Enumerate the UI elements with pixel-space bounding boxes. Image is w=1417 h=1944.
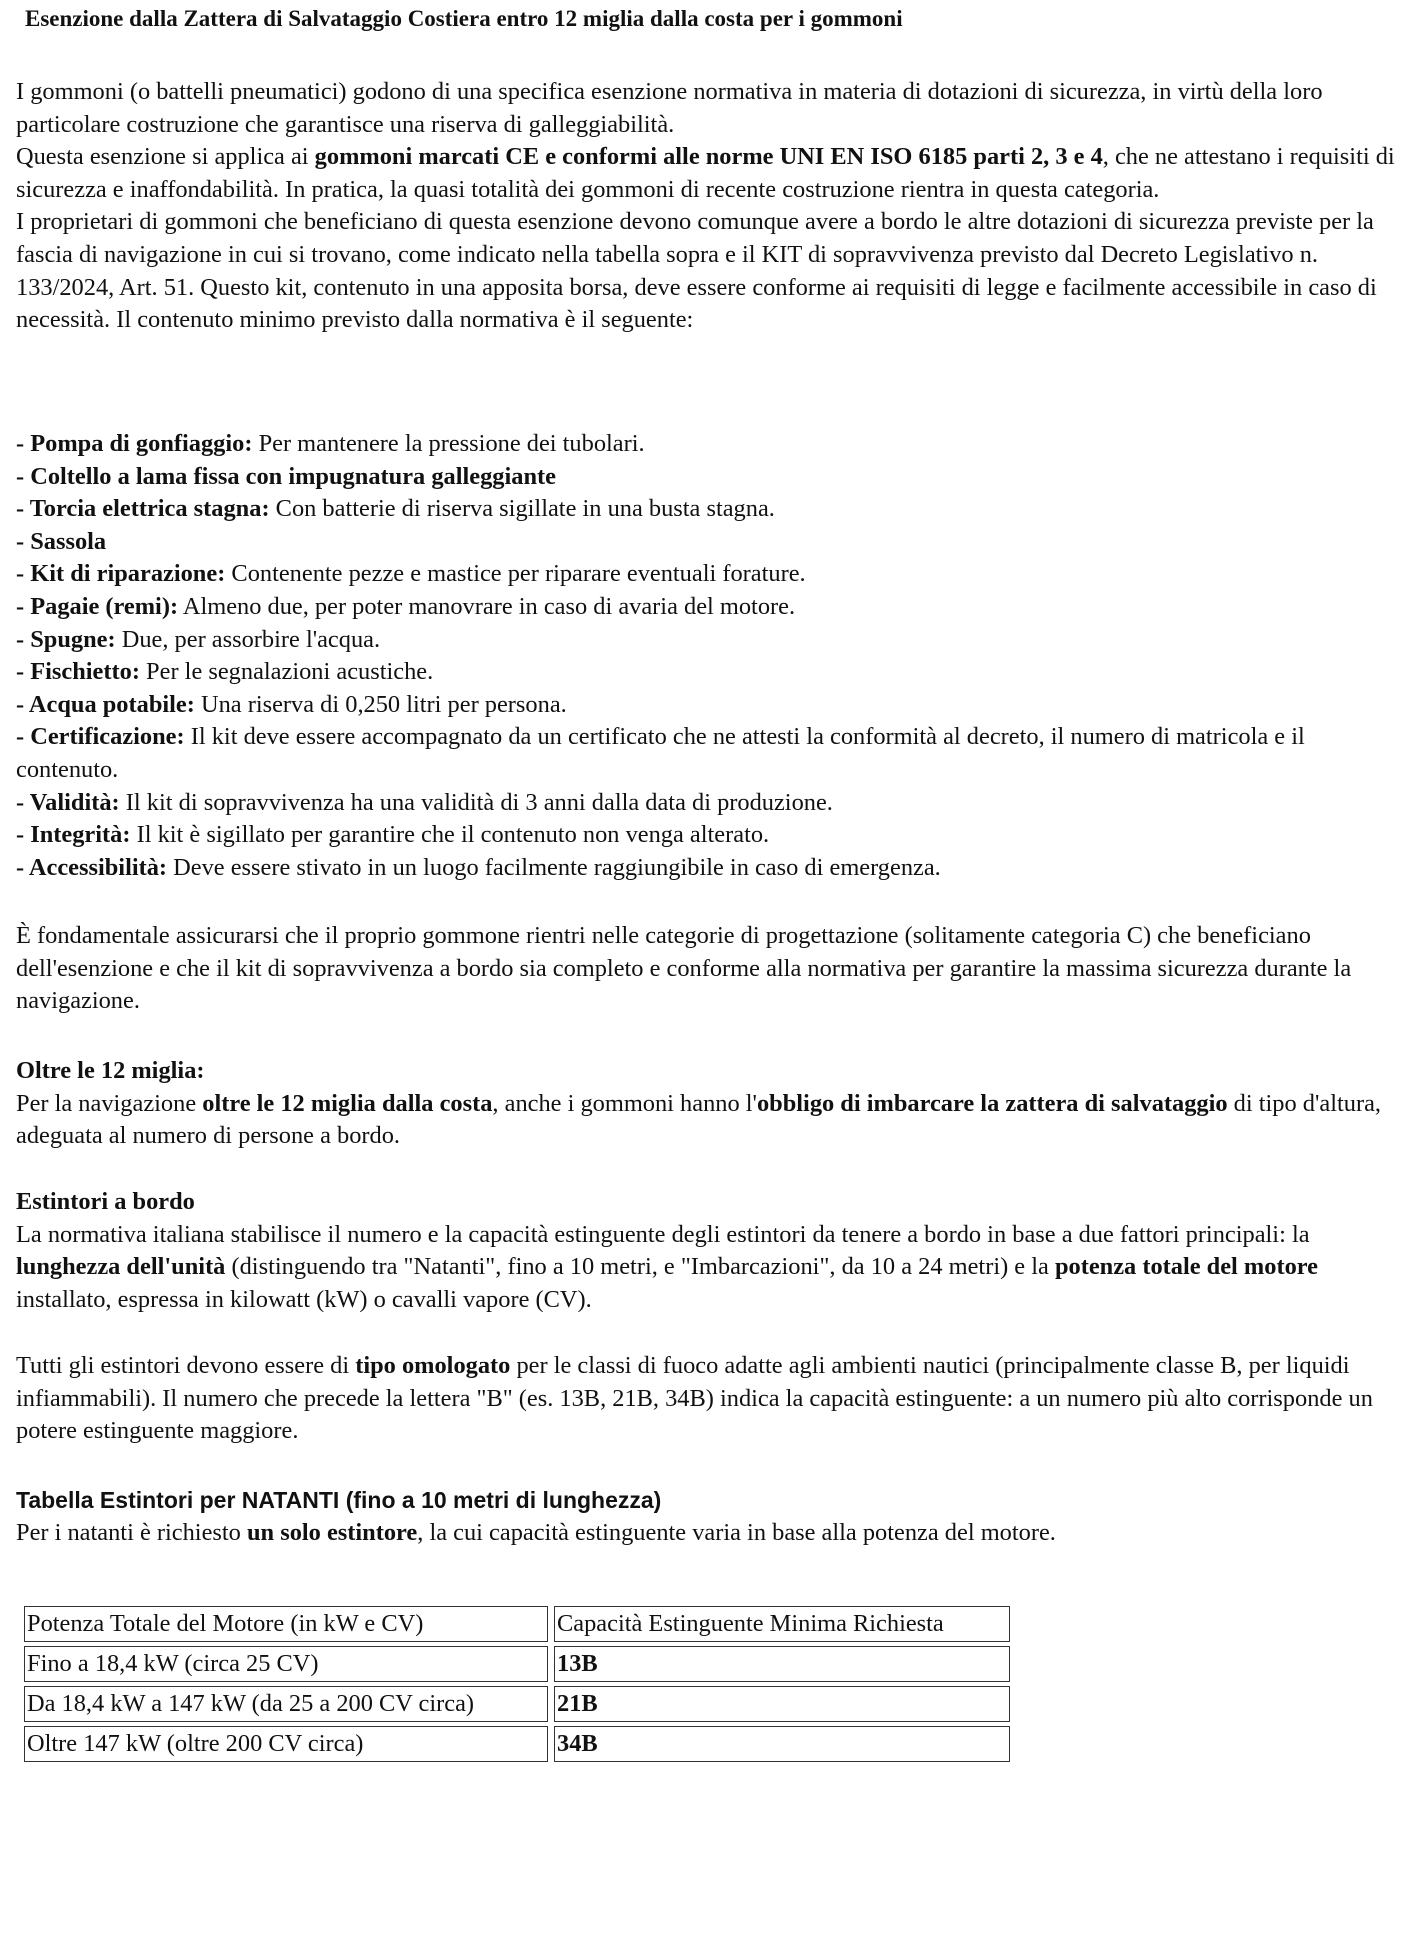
section-heading: Oltre le 12 miglia: [16, 1057, 205, 1084]
table-row [24, 1726, 1010, 1762]
intro-section [16, 76, 1401, 337]
list-item: - Pagaie (remi): Almeno due, per poter manovrare in caso di avaria del motore. [16, 592, 796, 620]
header-cell-power: Potenza Totale del Motore (in kW e CV) [24, 1606, 548, 1642]
list-item: - Pompa di gonfiaggio: Per mantenere la pressione dei tubolari. [16, 430, 645, 457]
extinguishers-type-section [16, 1350, 1401, 1448]
extinguishers-paragraph-2: Tutti gli estintori devono essere di tipo omologato per le classi di fuoco adatte agli ambienti nautici (principalmente classe B, per liquidi infiammabili). Il numero che precede la lettera "B" (es. 13B, 21B, 34B) indica la capacità estinguente: a un numero più alto corrisponde un potere estinguente maggiore. [16, 1352, 1373, 1445]
natanti-paragraph: Per i natanti è richiesto un solo estintore, la cui capacità estinguente varia in base alla potenza del motore. [16, 1518, 1056, 1546]
extinguishers-section [16, 1186, 1401, 1316]
intro-paragraph-2: Questa esenzione si applica ai gommoni marcati CE e conformi alle norme UNI EN ISO 6185 parti 2, 3 e 4, che ne attestano i requisiti di sicurezza e inaffondabilità. In pratica, la quasi totalità dei gommoni di recente costruzione rientra in questa categoria. [16, 143, 1395, 203]
list-item: - Acqua potabile: Una riserva di 0,250 litri per persona. [16, 690, 567, 718]
table-cell-capacity: 34B [554, 1726, 1010, 1762]
table-cell-power: Oltre 147 kW (oltre 200 CV circa) [24, 1726, 548, 1762]
list-item: - Certificazione: Il kit deve essere accompagnato da un certificato che ne attesti la conformità al decreto, il numero di matricola e il contenuto. [16, 723, 1305, 783]
beyond-paragraph: Per la navigazione oltre le 12 miglia dalla costa, anche i gommoni hanno l'obbligo di imbarcare la zattera di salvataggio di tipo d'altura, adeguata al numero di persone a bordo. [16, 1089, 1381, 1150]
fundamental-paragraph: È fondamentale assicurarsi che il proprio gommone rientri nelle categorie di progettazione (solitamente categoria C) che beneficiano dell'esenzione e che il kit di sopravvivenza a bordo sia completo e conforme alla normativa per garantire la massima sicurezza durante la navigazione. [16, 922, 1352, 1015]
kit-list [16, 428, 1401, 884]
table-row [24, 1646, 1010, 1682]
document-title: Esenzione dalla Zattera di Salvataggio Costiera entro 12 miglia dalla costa per i gommoni [25, 6, 903, 31]
table-cell-power: Fino a 18,4 kW (circa 25 CV) [24, 1646, 548, 1682]
list-item: - Torcia elettrica stagna: Con batterie di riserva sigillate in una busta stagna. [16, 495, 775, 523]
table-header-row [24, 1606, 1010, 1642]
table-cell-power: Da 18,4 kW a 147 kW (da 25 a 200 CV circa) [24, 1686, 548, 1722]
extinguishers-paragraph-1: La normativa italiana stabilisce il numero e la capacità estinguente degli estintori da tenere a bordo in base a due fattori principali: la lunghezza dell'unità (distinguendo tra "Natanti", fino a 10 metri, e "Imbarcazioni", da 10 a 24 metri) e la potenza totale del motore installato, espressa in kilowatt (kW) o cavalli vapore (CV). [16, 1220, 1318, 1313]
list-item: - Kit di riparazione: Contenente pezze e mastice per riparare eventuali forature. [16, 560, 806, 588]
list-item: - Coltello a lama fissa con impugnatura galleggiante [16, 462, 556, 490]
intro-paragraph-1: I gommoni (o battelli pneumatici) godono di una specifica esenzione normativa in materia di dotazioni di sicurezza, in virtù della loro particolare costruzione che garantisce una riserva di galleggiabilità. [16, 78, 1323, 138]
table-heading: Tabella Estintori per NATANTI (fino a 10 metri di lunghezza) [16, 1487, 662, 1513]
list-item: - Accessibilità: Deve essere stivato in un luogo facilmente raggiungibile in caso di emergenza. [16, 853, 941, 881]
list-item: - Sassola [16, 527, 107, 555]
fundamental-section [16, 920, 1401, 1018]
beyond-12-miles-section [16, 1055, 1401, 1153]
intro-paragraph-3: I proprietari di gommoni che beneficiano di questa esenzione devono comunque avere a bordo le altre dotazioni di sicurezza previste per la fascia di navigazione in cui si trovano, come indicato nella tabella sopra e il KIT di sopravvivenza previsto dal Decreto Legislativo n. 133/2024, Art. 51. Questo kit, contenuto in una apposita borsa, deve essere conforme ai requisiti di legge e facilmente accessibile in caso di necessità. Il contenuto minimo previsto dalla normativa è il seguente: [16, 208, 1377, 334]
list-item: - Fischietto: Per le segnalazioni acustiche. [16, 658, 434, 686]
extinguishers-table [18, 1602, 1016, 1766]
table-cell-capacity: 21B [554, 1686, 1010, 1722]
list-item: - Validità: Il kit di sopravvivenza ha una validità di 3 anni dalla data di produzione. [16, 788, 833, 816]
section-heading: Estintori a bordo [16, 1188, 195, 1215]
natanti-section [16, 1484, 1401, 1549]
list-item: - Spugne: Due, per assorbire l'acqua. [16, 625, 381, 653]
list-item: - Integrità: Il kit è sigillato per garantire che il contenuto non venga alterato. [16, 821, 770, 849]
table-cell-capacity: 13B [554, 1646, 1010, 1682]
table-row [24, 1686, 1010, 1722]
header-cell-capacity: Capacità Estinguente Minima Richiesta [554, 1606, 1010, 1642]
